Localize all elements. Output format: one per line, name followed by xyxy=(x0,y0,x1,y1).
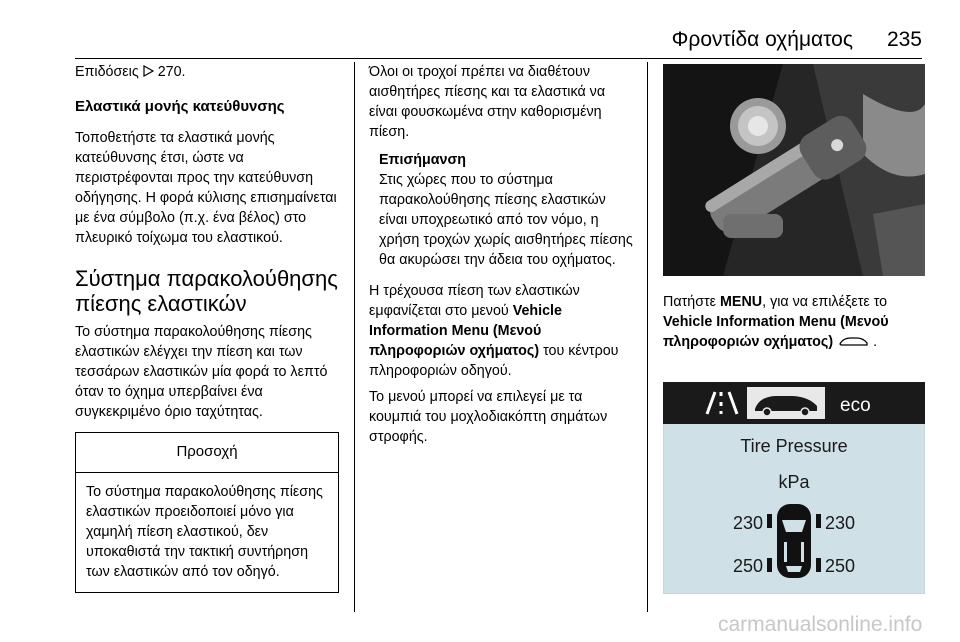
section-body-tpms: Το σύστημα παρακολούθησης πίεσης ελαστικών ελέγχει την πίεση και των τεσσάρων ελαστικών μία φορά το λεπτό όταν το όχημα υπερβαίνει ένα συγκεκριμένο όριο ταχύτητας. xyxy=(75,324,328,420)
eco-label: eco xyxy=(840,395,871,416)
tire-pressure-display xyxy=(663,382,925,594)
column-divider-1 xyxy=(354,62,355,612)
section-title-directional-tyres: Ελαστικά μονής κατεύθυνσης xyxy=(75,98,285,115)
header-title: Φροντίδα οχήματος xyxy=(671,28,853,51)
footer-watermark: carmanualsonline.info xyxy=(718,613,923,636)
section-title-tpms: Σύστημα παρακολούθησης πίεσης ελαστικών xyxy=(75,266,338,316)
note-title: Επισήμανση xyxy=(379,152,466,168)
caution-box xyxy=(75,432,339,593)
front-right-pressure: 230 xyxy=(825,513,856,533)
figure-caption: Πατήστε MENU, για να επιλέξετε το Vehicle Information Menu (Μενού πληροφοριών οχήματος) . xyxy=(663,294,889,350)
column-2 xyxy=(369,62,633,447)
menu-name: Vehicle Information Menu (Μενού πληροφοριών οχήματος) xyxy=(369,303,562,359)
menu-name-caption: Vehicle Information Menu (Μενού πληροφοριών οχήματος) xyxy=(663,314,889,350)
page-header xyxy=(0,22,960,62)
column-3 xyxy=(663,62,925,594)
page-number: 235 xyxy=(886,28,922,51)
rear-left-pressure: 250 xyxy=(733,556,764,576)
menu-button-label: MENU xyxy=(720,294,763,310)
section-body-directional-tyres: Τοποθετήστε τα ελαστικά μονής κατεύθυνσης έτσι, ώστε να περιστρέφονται προς την κατεύθυνση οδήγησης. Η φορά κύλισης επισημαίνεται με ένα σύμβολο (π.χ. ένα βέλος) στο πλευρικό τοίχωμα του ελαστικού. xyxy=(75,130,337,246)
note-body: Στις χώρες που το σύστημα παρακολούθησης πίεσης ελαστικών είναι υποχρεωτικό από τον νόμο, η χρήση τροχών χωρίς αισθητήρες πίεσης θα ακυρώσει την άδεια του οχήματος. xyxy=(379,172,633,268)
note-box xyxy=(379,150,633,270)
display-title: Tire Pressure xyxy=(740,436,848,456)
caution-title: Προσοχή xyxy=(76,433,338,473)
front-left-pressure: 230 xyxy=(733,513,764,533)
turn-signal-lever-photo xyxy=(663,64,925,276)
paragraph-menu-select: Το μενού μπορεί να επιλεγεί με τα κουμπιά του μοχλοδιακόπτη σημάτων στροφής. xyxy=(369,389,608,445)
page-ref-icon xyxy=(143,65,154,77)
rear-right-pressure: 250 xyxy=(825,556,856,576)
paragraph-sensors: Όλοι οι τροχοί πρέπει να διαθέτουν αισθητήρες πίεσης και τα ελαστικά να είναι φουσκωμένα στην καθορισμένη πίεση. xyxy=(369,64,606,140)
pressure-unit: kPa xyxy=(778,472,810,492)
paragraph-current-pressure: Η τρέχουσα πίεση των ελαστικών εμφανίζεται στο μενού Vehicle Information Menu (Μενού πληροφοριών οχήματος) του κέντρου πληροφοριών οδηγού. xyxy=(369,283,619,379)
column-divider-2 xyxy=(647,62,648,612)
car-symbol-icon xyxy=(839,335,869,347)
performance-reference: Επιδόσεις 270. xyxy=(75,64,186,80)
column-1 xyxy=(75,62,339,593)
header-rule xyxy=(75,58,922,59)
caution-body: Το σύστημα παρακολούθησης πίεσης ελαστικών προειδοποιεί μόνο για χαμηλή πίεση ελαστικού, δεν υποκαθιστά την τακτική συντήρηση των ελαστικών από τον οδηγό. xyxy=(86,484,323,580)
